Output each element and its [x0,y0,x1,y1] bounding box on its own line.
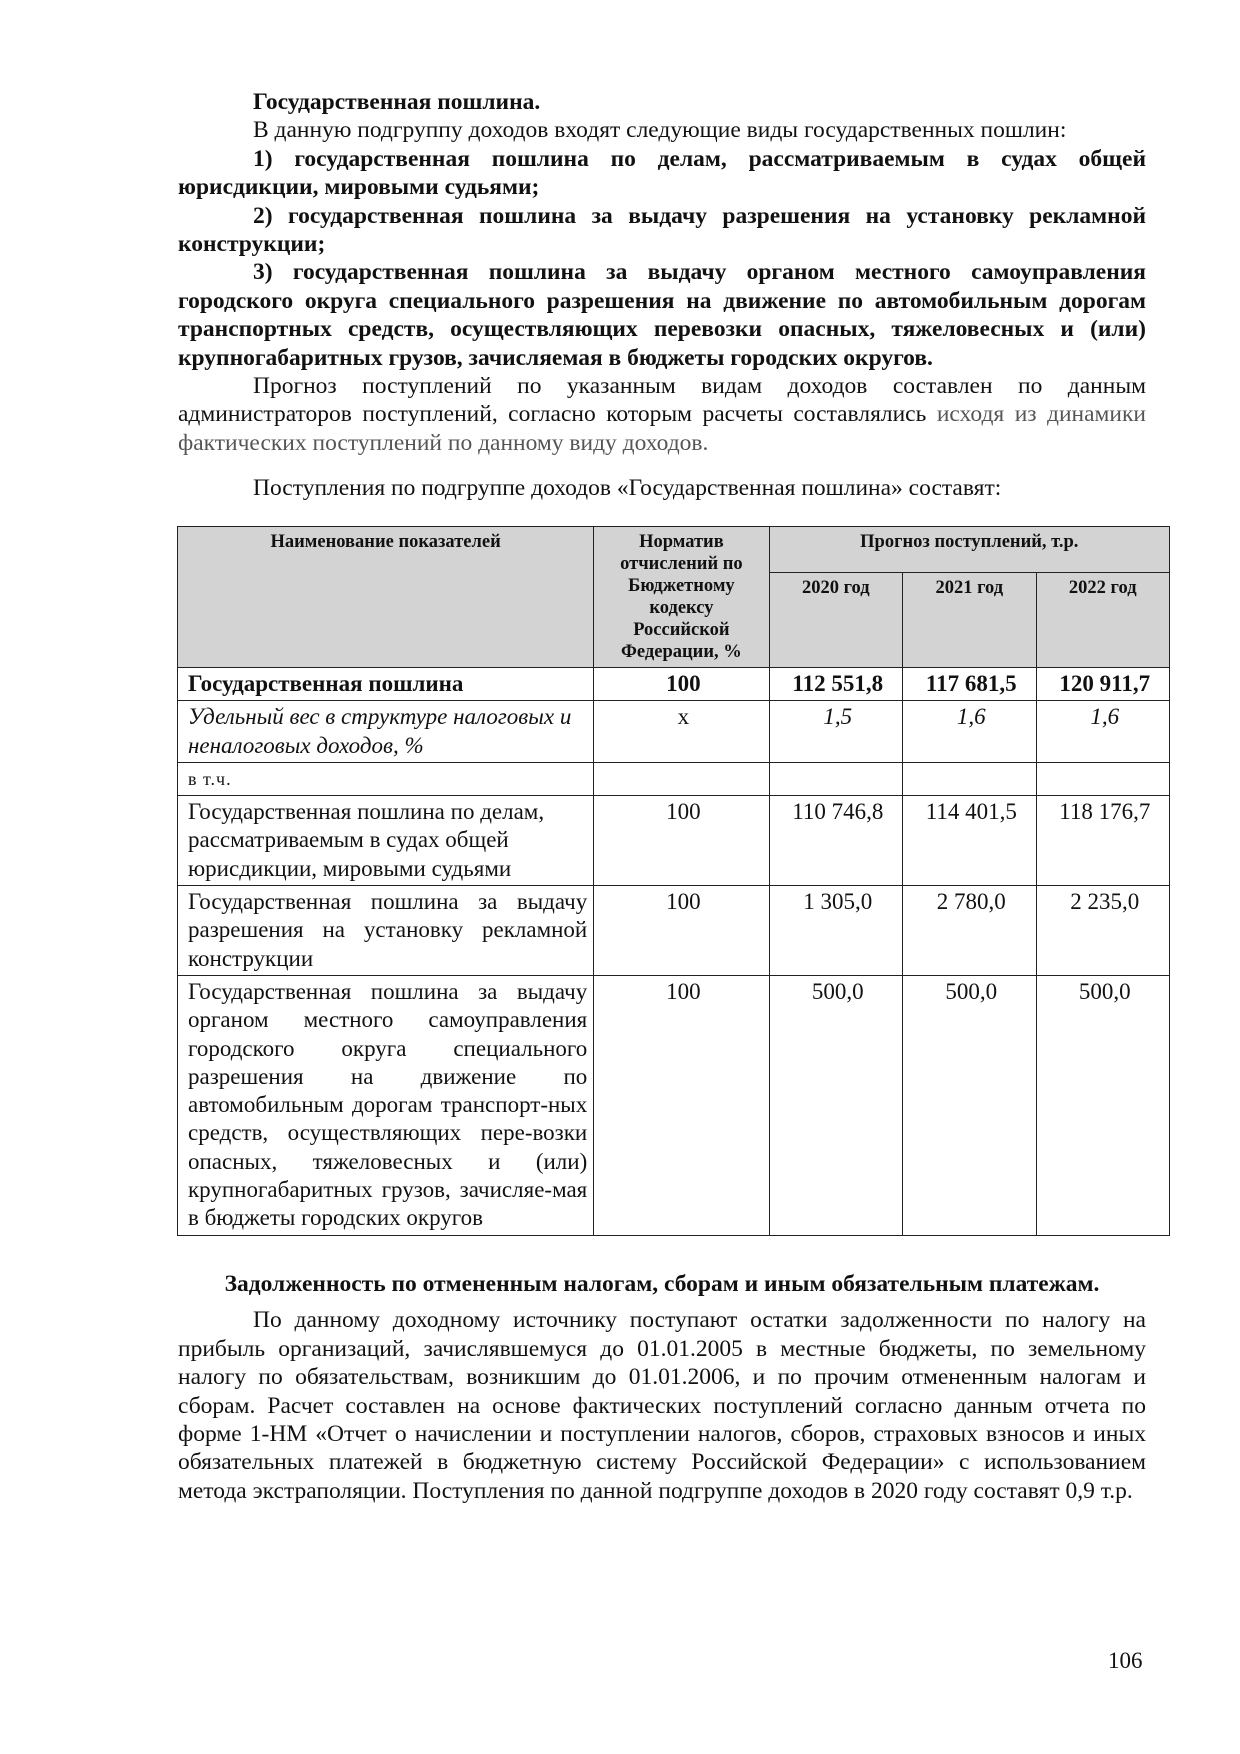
arrears-heading: Задолженность по отмененным налогам, сборам и иным обязательным платежам. [224,1271,1100,1297]
total-2021: 117 681,5 [903,668,1036,701]
row-1-name: Государственная пошлина по делам, рассматриваемым в судах общей юрисдикции, мировыми судьями [178,796,594,886]
row-1-norm: 100 [594,796,769,886]
row-3-norm: 100 [594,975,769,1235]
share-2022: 1,6 [1036,701,1170,763]
total-2022: 120 911,7 [1036,668,1170,701]
share-2020: 1,5 [769,701,902,763]
row-2-2020: 1 305,0 [769,886,902,976]
intro-lead: В данную подгруппу доходов входят следующие виды государственных пошлин: [253,117,1067,144]
revenue-table [177,526,1170,1236]
share-2021: 1,6 [903,701,1036,763]
row-3-2021: 500,0 [903,975,1036,1235]
forecast-text-grey: исходя из динамики фактических поступлений по данному виду доходов. [178,401,1147,456]
header-forecast: Прогноз поступлений, т.р. [769,527,1169,573]
duty-item-2: 2) государственная пошлина за выдачу разрешения на установку рекламной конструкции; [178,202,1146,258]
header-year-2022: 2022 год [1036,573,1170,668]
row-2-norm: 100 [594,886,769,976]
row-2-2021: 2 780,0 [903,886,1036,976]
total-name: Государственная пошлина [178,668,594,701]
table-caption: Поступления по подгруппе доходов «Государственная пошлина» составят: [253,475,1002,502]
arrears-section [178,1270,1146,1505]
row-3-2022: 500,0 [1036,975,1170,1235]
duty-item-3: 3) государственная пошлина за выдачу органом местного самоуправления городского округа специального разрешения на движение по автомобильным дорогам транспортных средств, осуществляющих перевозки опасных, тяжеловесных и (или) крупногабаритных грузов, зачисляемая в бюджеты городских округов. [178,259,1146,371]
row-2-name: Государственная пошлина за выдачу разрешения на установку рекламной конструкции [178,886,594,976]
row-1-2021: 114 401,5 [903,796,1036,886]
table-header-row [178,527,1170,573]
arrears-paragraph: По данному доходному источнику поступают остатки задолженности по налогу на прибыль организаций, зачислявшемуся до 01.01.2005 в местные бюджеты, по земельному налогу по обязательствам, возникшим до 01.01.2006, и по прочим отмененным налогам и сборам. Расчет составлен на основе фактических поступлений согласно данным отчета по форме 1-НМ «Отчет о начислении и поступлении налогов, сборов, страховых взносов и иных обязательных платежей в бюджетную систему Российской Федерации» с использованием метода экстраполяции. Поступления по данной подгруппе доходов в 2020 году составят 0,9 т.р. [178,1307,1146,1504]
forecast-text-main: Прогноз поступлений по указанным видам доходов составлен по данным администраторов поступлений, согласно которым расчеты составлялись [178,373,1146,428]
row-1-2020: 110 746,8 [769,796,902,886]
table-row [178,975,1170,1235]
table-row [178,796,1170,886]
total-norm: 100 [594,668,769,701]
share-name: Удельный вес в структуре налоговых и неналоговых доходов, % [178,701,594,763]
header-name: Наименование показателей [178,527,594,668]
total-2020: 112 551,8 [769,668,902,701]
table-row-share [178,701,1170,763]
row-1-2022: 118 176,7 [1036,796,1170,886]
table-row-total [178,668,1170,701]
forecast-paragraph [178,372,1146,457]
duty-item-1: 1) государственная пошлина по делам, рассматриваемым в судах общей юрисдикции, мировыми судьями; [178,145,1146,201]
table-row [178,886,1170,976]
row-3-name: Государственная пошлина за выдачу органом местного самоуправления городского округа специального разрешения на движение по автомобильным дорогам транспорт-ных средств, осуществляющих пере-возки опасных, тяжеловесных и (или) крупногабаритных грузов, зачисляе-мая в бюджеты городских округов [178,975,594,1235]
page-number: 106 [1108,1648,1143,1673]
table-row-vtch [178,762,1170,795]
header-year-2021: 2021 год [903,573,1036,668]
header-norm: Норматив отчислений по Бюджетному кодексу Российской Федерации, % [594,527,769,668]
vtch-label: в т.ч. [178,762,594,795]
intro-section [178,88,1146,503]
row-3-2020: 500,0 [769,975,902,1235]
header-year-2020: 2020 год [769,573,902,668]
row-2-2022: 2 235,0 [1036,886,1170,976]
share-norm: х [594,701,769,763]
section-heading-state-duty: Государственная пошлина. [253,89,541,115]
